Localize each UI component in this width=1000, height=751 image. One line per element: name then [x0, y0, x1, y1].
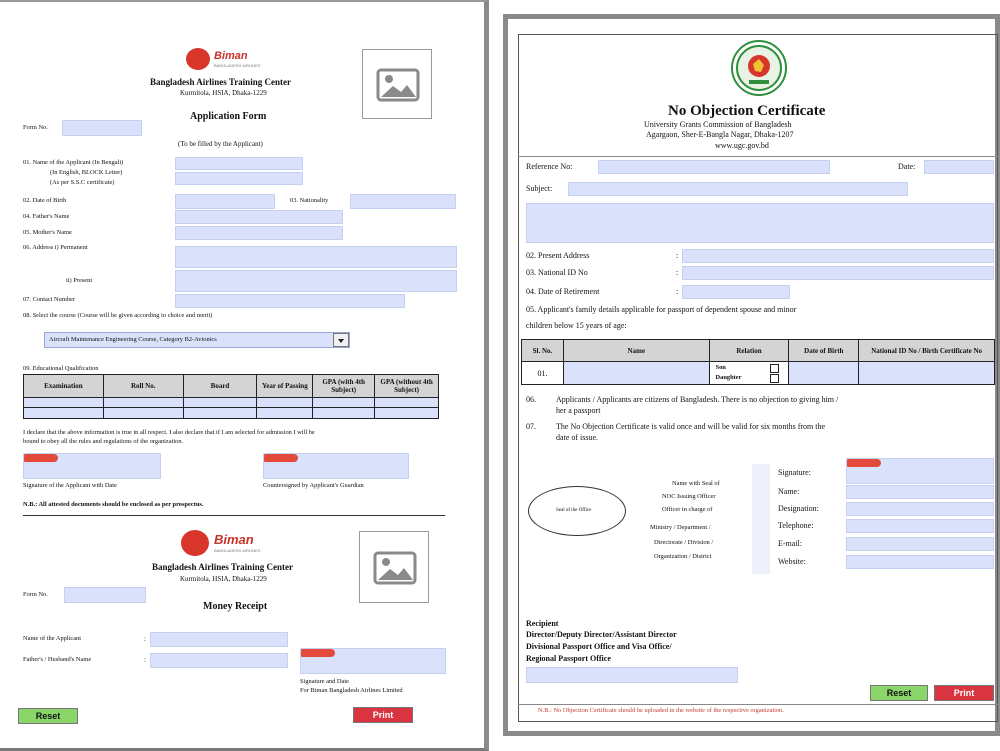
- money-receipt-title: Money Receipt: [203, 601, 268, 612]
- telephone-field[interactable]: [846, 519, 994, 533]
- officer-line: Ministry / Department /: [650, 524, 711, 531]
- guardian-signature-label: Countersigned by Applicant's Guardian: [263, 482, 364, 489]
- chevron-down-icon[interactable]: [333, 333, 349, 347]
- education-label: 09. Educational Qualification: [23, 365, 99, 372]
- logo-wordmark: Biman: [214, 532, 254, 547]
- edu-cell[interactable]: [313, 397, 375, 408]
- name-bengali-field[interactable]: [175, 157, 303, 170]
- section-divider: [23, 515, 445, 516]
- relation-son-label: Son: [715, 364, 726, 371]
- name-label: Name:: [778, 487, 800, 496]
- edu-cell[interactable]: [24, 408, 104, 419]
- biman-logo-icon: [186, 48, 210, 70]
- colon: :: [676, 251, 679, 260]
- receipt-signature-label: Signature and Date: [300, 678, 349, 685]
- website-label: Website:: [778, 557, 806, 566]
- noc-org: University Grants Commission of Bangladesh: [644, 120, 792, 129]
- name-english-field[interactable]: [175, 172, 303, 185]
- receipt-father-label: Father's / Husband's Name: [23, 656, 92, 663]
- officer-info-strip: [752, 464, 770, 574]
- colon: :: [676, 287, 679, 296]
- family-details-line-1: 05. Applicant's family details applicable for passport of dependent spouse and minor: [526, 305, 797, 314]
- retirement-label: 04. Date of Retirement: [526, 287, 600, 296]
- edu-header-roll: Roll No.: [103, 375, 183, 398]
- photo-box[interactable]: [362, 49, 432, 119]
- reference-label: Reference No:: [526, 162, 573, 171]
- course-select-value: Aircraft Maintenance Engineering Course, Category B2-Avionics: [49, 336, 217, 343]
- family-name-cell[interactable]: [563, 362, 709, 385]
- officer-line: Officer in charge of: [662, 506, 713, 513]
- section-divider: [518, 156, 998, 157]
- mother-name-field[interactable]: [175, 226, 343, 240]
- present-address-field[interactable]: [682, 249, 994, 263]
- receipt-center-name: Bangladesh Airlines Training Center: [152, 562, 293, 572]
- family-table: [521, 339, 995, 385]
- recipient-line: Regional Passport Office: [526, 654, 611, 663]
- image-placeholder-icon: [360, 532, 430, 604]
- applicant-signature-label: Signature of the Applicant with Date: [23, 482, 117, 489]
- name-field[interactable]: [846, 485, 994, 499]
- edu-cell[interactable]: [313, 408, 375, 419]
- receipt-applicant-field[interactable]: [150, 632, 288, 647]
- noc-address: Agargaon, Sher-E-Bangla Nagar, Dhaka-1207: [646, 130, 794, 139]
- edu-cell[interactable]: [103, 397, 183, 408]
- receipt-form-no-field[interactable]: [64, 587, 146, 603]
- course-select-label: 08. Select the course (Course will be given according to choice and merit): [23, 312, 213, 319]
- officer-line: Name with Seal of: [672, 480, 720, 487]
- edu-cell[interactable]: [183, 408, 257, 419]
- print-button[interactable]: Print: [934, 685, 994, 701]
- signature-label: Signature:: [778, 468, 811, 477]
- family-header-sl: Sl. No.: [522, 340, 564, 362]
- edu-header-gpa-with: GPA (with 4th Subject): [313, 375, 375, 398]
- clause-07-number: 07.: [526, 422, 536, 431]
- present-address-label: 02. Present Address: [526, 251, 590, 260]
- edu-cell[interactable]: [375, 397, 439, 408]
- father-name-field[interactable]: [175, 210, 343, 224]
- relation-daughter-checkbox[interactable]: [770, 374, 779, 383]
- receipt-applicant-label: Name of the Applicant: [23, 635, 82, 642]
- clause-07-line-2: date of issue.: [556, 433, 598, 442]
- officer-line: Directorate / Division /: [654, 539, 714, 546]
- receipt-center-address: Kurmitola, HSIA, Dhaka-1229: [180, 575, 267, 583]
- designation-label: Designation:: [778, 504, 819, 513]
- logo-subtext: BANGLADESH AIRLINES: [214, 548, 261, 553]
- address-permanent-label: 06. Address i) Permanent: [23, 244, 88, 251]
- colon: :: [676, 268, 679, 277]
- form-no-label: Form No.: [23, 124, 48, 131]
- address-permanent-field[interactable]: [175, 246, 457, 268]
- sign-here-tag-icon: [847, 459, 881, 467]
- receipt-signature-org: For Biman Bangladesh Airlines Limited: [300, 687, 403, 694]
- contact-number-field[interactable]: [175, 294, 405, 308]
- family-header-nid: National ID No / Birth Certificate No: [859, 340, 995, 362]
- sign-here-tag-icon: [24, 454, 58, 462]
- photo-box[interactable]: [359, 531, 429, 603]
- nationality-label: 03. Nationality: [290, 197, 329, 204]
- family-dob-cell[interactable]: [789, 362, 859, 385]
- clause-06-line-2: her a passport: [556, 406, 601, 415]
- address-present-label: ii) Present: [66, 277, 93, 284]
- edu-header-gpa-without: GPA (without 4th Subject): [375, 375, 439, 398]
- receipt-father-field[interactable]: [150, 653, 288, 668]
- retirement-field[interactable]: [682, 285, 790, 299]
- address-present-field[interactable]: [175, 270, 457, 292]
- nationality-field[interactable]: [350, 194, 456, 209]
- website-field[interactable]: [846, 555, 994, 569]
- clause-07-line-1: The No Objection Certificate is valid once and will be valid for six months from the: [556, 422, 826, 431]
- family-header-dob: Date of Birth: [789, 340, 859, 362]
- edu-cell[interactable]: [257, 408, 313, 419]
- government-seal-icon: [731, 40, 787, 96]
- logo-subtext: BANGLADESH AIRLINES: [214, 63, 261, 68]
- subject-label: Subject:: [526, 184, 553, 193]
- father-name-label: 04. Father's Name: [23, 213, 70, 220]
- sign-here-tag-icon: [301, 649, 335, 657]
- footer-note: N.B.: No Objection Certificate should be uploaded in the website of the respective organization.: [538, 707, 784, 714]
- family-nid-cell[interactable]: [859, 362, 995, 385]
- subject-field[interactable]: [568, 182, 908, 196]
- contact-number-label: 07. Contact Number: [23, 296, 76, 303]
- designation-field[interactable]: [846, 502, 994, 516]
- family-row-number: 01.: [522, 362, 564, 385]
- relation-son-checkbox[interactable]: [770, 364, 779, 373]
- recipient-line: Recipient: [526, 619, 559, 628]
- officer-line: Organization / District: [654, 553, 712, 560]
- date-field[interactable]: [924, 160, 994, 174]
- telephone-label: Telephone:: [778, 521, 814, 530]
- national-id-field[interactable]: [682, 266, 994, 280]
- edu-cell[interactable]: [257, 397, 313, 408]
- email-field[interactable]: [846, 537, 994, 551]
- noc-web: www.ugc.gov.bd: [715, 141, 769, 150]
- recipient-line: Director/Deputy Director/Assistant Director: [526, 630, 677, 639]
- noc-title: No Objection Certificate: [668, 103, 826, 119]
- subject-body-field[interactable]: [526, 203, 994, 243]
- biman-logo-icon: [181, 530, 209, 556]
- edu-header-examination: Examination: [24, 375, 104, 398]
- edu-header-board: Board: [183, 375, 257, 398]
- reset-button[interactable]: Reset: [18, 708, 78, 724]
- course-select[interactable]: [44, 332, 350, 348]
- recipient-field[interactable]: [526, 667, 738, 683]
- colon: :: [144, 635, 146, 643]
- family-header-name: Name: [563, 340, 709, 362]
- colon: :: [144, 656, 146, 664]
- edu-cell[interactable]: [183, 397, 257, 408]
- declaration-line-2: bound to obey all the rules and regulations of the organization.: [23, 438, 184, 445]
- email-label: E-mail:: [778, 539, 802, 548]
- sign-here-tag-icon: [264, 454, 298, 462]
- print-button[interactable]: Print: [353, 707, 413, 723]
- clause-06-number: 06.: [526, 395, 536, 404]
- education-table: [23, 374, 439, 419]
- name-ssc-label: (As per S.S.C certificate): [50, 179, 115, 186]
- section-divider: [518, 704, 998, 705]
- reset-button[interactable]: Reset: [870, 685, 928, 701]
- seal-label: Seal of the Office: [556, 508, 592, 513]
- clause-06-line-1: Applicants / Applicants are citizens of Bangladesh. There is no objection to giving him /: [556, 395, 839, 404]
- family-details-line-2: children below 15 years of age:: [526, 321, 627, 330]
- edu-header-year: Year of Passing: [257, 375, 313, 398]
- image-placeholder-icon: [363, 50, 433, 120]
- logo-wordmark: Biman: [214, 50, 248, 62]
- application-form-title: Application Form: [190, 111, 267, 122]
- national-id-label: 03. National ID No: [526, 268, 588, 277]
- training-center-address: Kurmitola, HSIA, Dhaka-1229: [180, 89, 267, 97]
- dob-label: 02. Date of Birth: [23, 197, 67, 204]
- edu-cell[interactable]: [24, 397, 104, 408]
- date-label: Date:: [898, 162, 916, 171]
- officer-line: NOC Issuing Officer: [662, 493, 716, 500]
- family-header-relation: Relation: [709, 340, 789, 362]
- reference-field[interactable]: [598, 160, 830, 174]
- recipient-line: Divisional Passport Office and Visa Office/: [526, 642, 672, 651]
- name-english-label: (In English, BLOCK Letter): [50, 169, 123, 176]
- nb-note: N.B.: All attested documents should be enclosed as per prospectus.: [23, 501, 204, 508]
- receipt-form-no-label: Form No.: [23, 591, 48, 598]
- dob-field[interactable]: [175, 194, 275, 209]
- form-no-field[interactable]: [62, 120, 142, 136]
- name-bengali-label: 01. Name of the Applicant (In Bengali): [23, 159, 124, 166]
- relation-daughter-label: Daughter: [715, 374, 742, 381]
- mother-name-label: 05. Mother's Name: [23, 229, 72, 236]
- relation-cell: [709, 362, 789, 385]
- edu-cell[interactable]: [375, 408, 439, 419]
- declaration-line-1: I declare that the above information is true in all respect. I also declare that if I am selected for admission I will be: [23, 429, 315, 436]
- application-form-subtitle: (To be filled by the Applicant): [178, 140, 263, 148]
- training-center-name: Bangladesh Airlines Training Center: [150, 77, 291, 87]
- edu-cell[interactable]: [103, 408, 183, 419]
